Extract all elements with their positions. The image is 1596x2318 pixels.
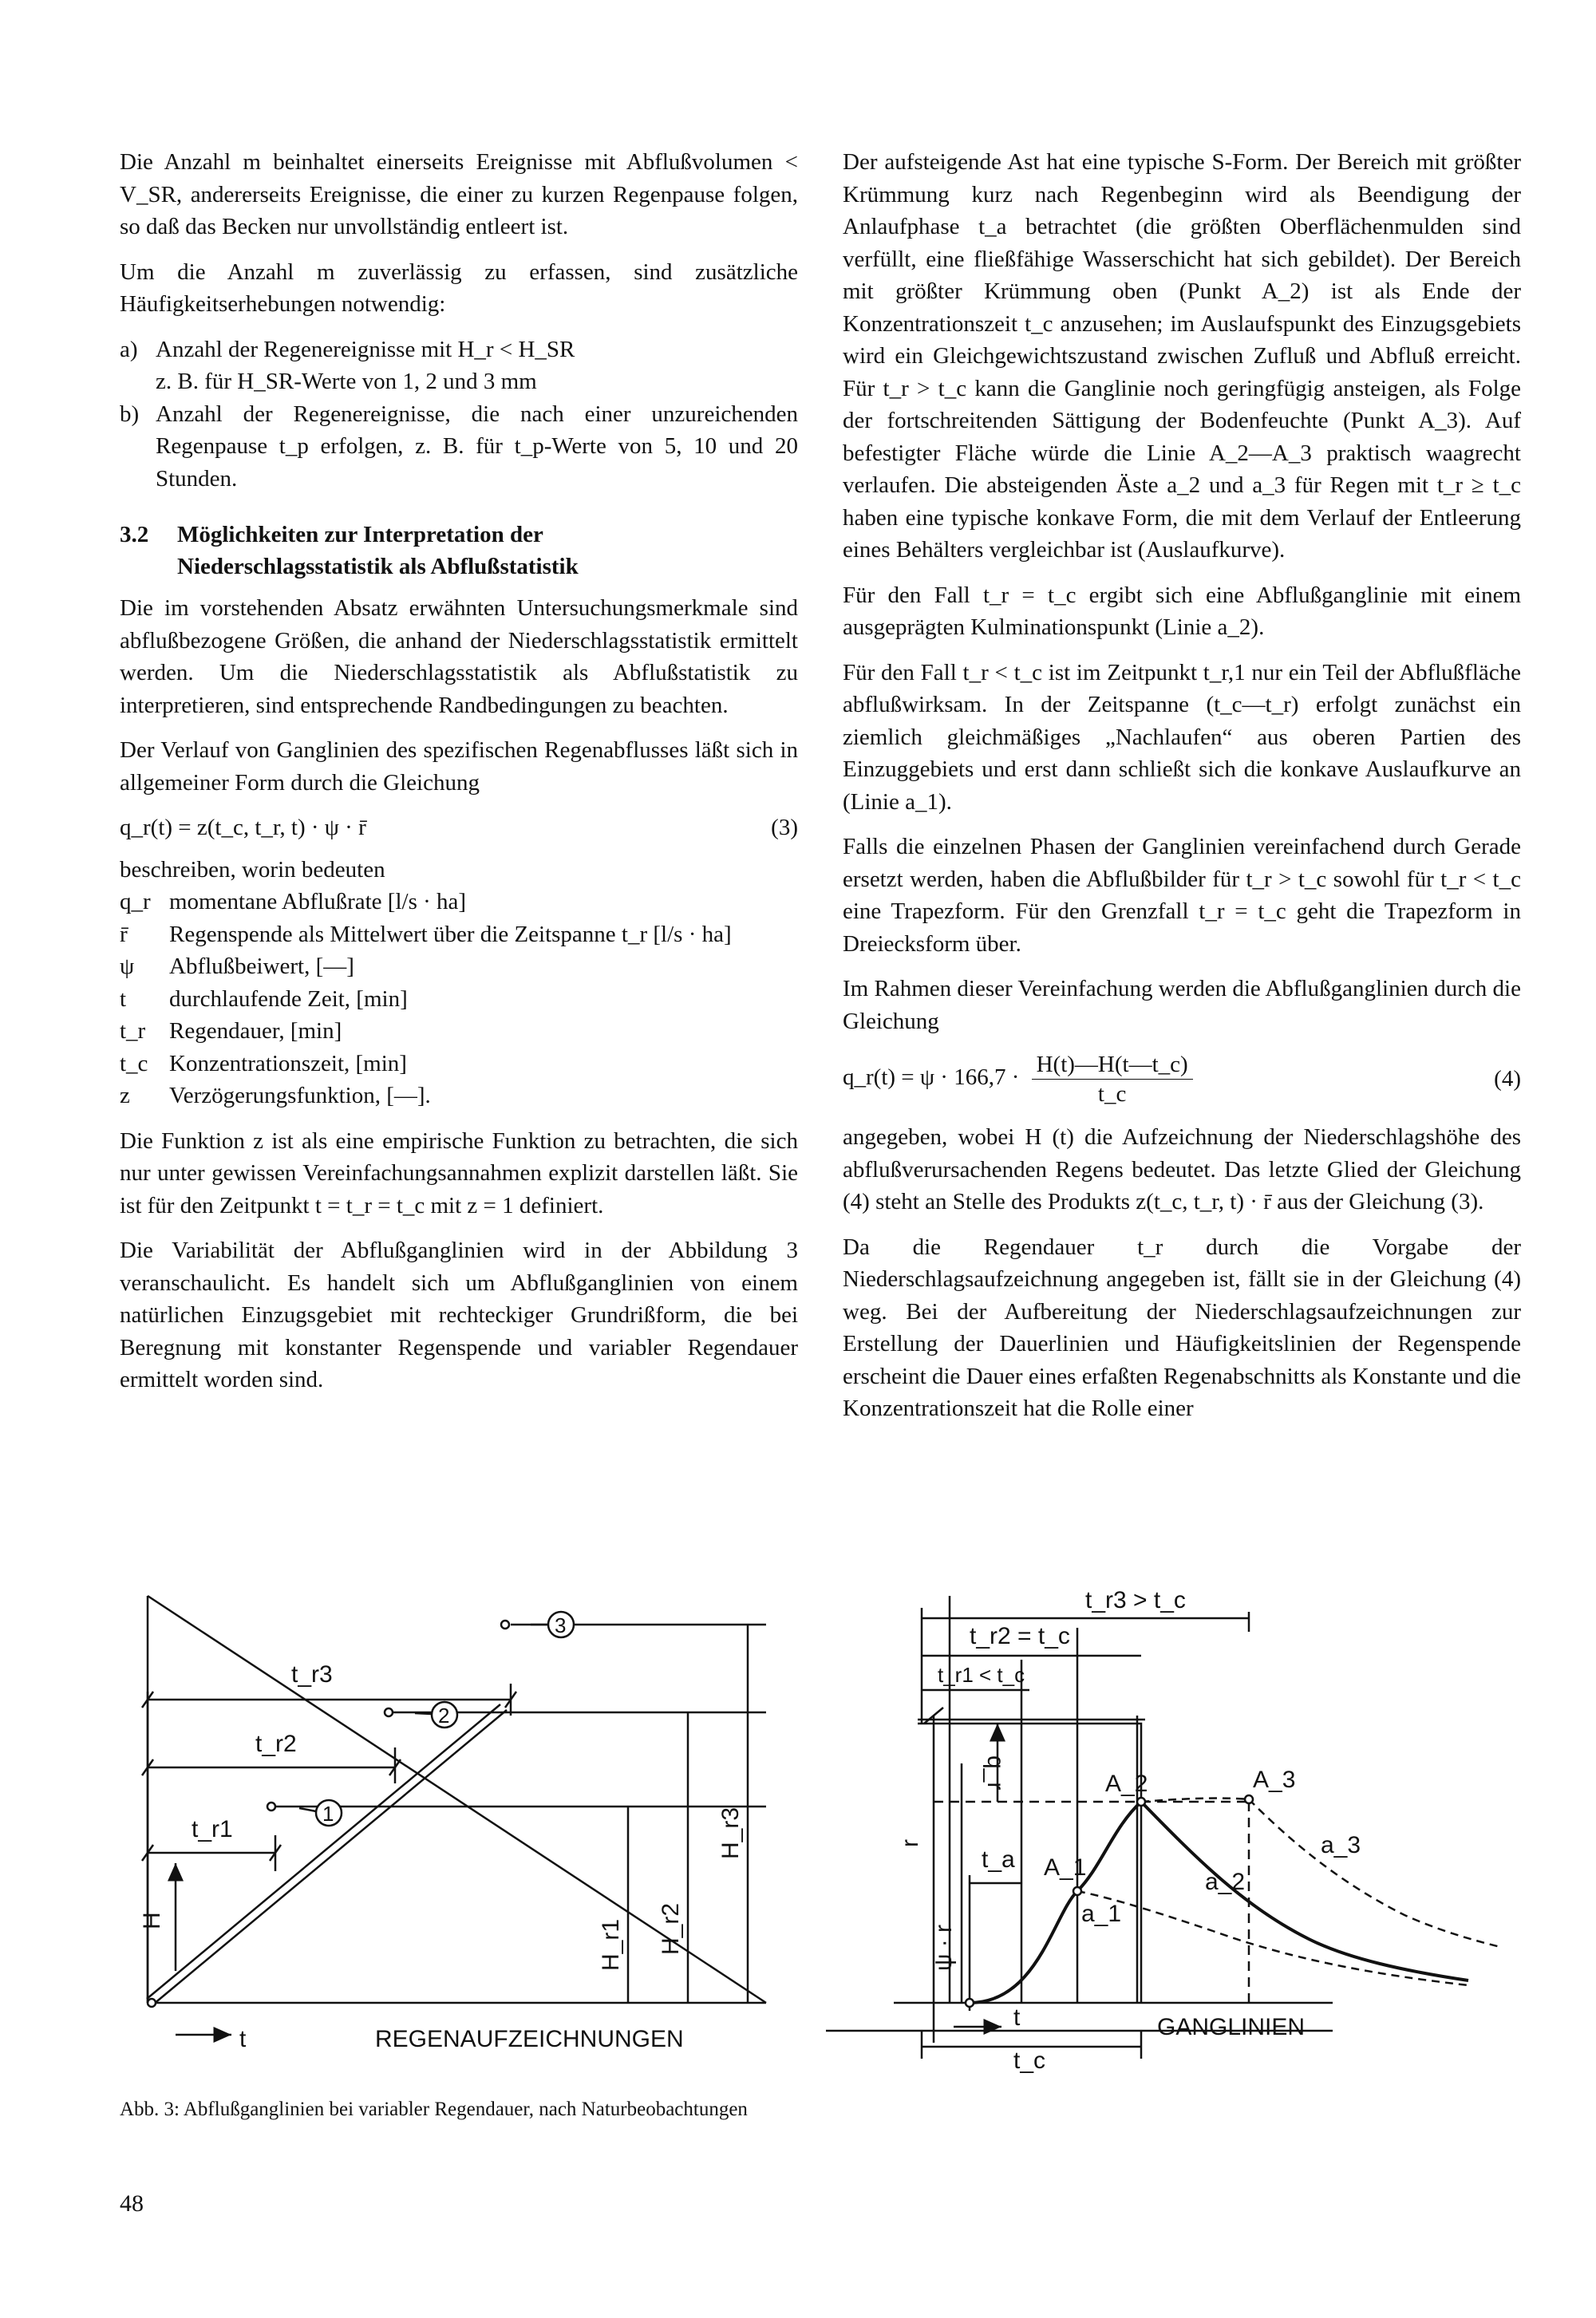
duration-label: t_r2	[255, 1731, 297, 1757]
y-label: H	[139, 1912, 165, 1929]
case-label: t_r1 < t_c	[938, 1663, 1025, 1687]
list-item	[120, 398, 798, 496]
rain-line	[147, 1704, 500, 1999]
symbol-row	[120, 886, 798, 918]
point-label: A_1	[1044, 1854, 1087, 1881]
list-subtext: z. B. für H_SR-Werte von 1, 2 und 3 mm	[156, 369, 537, 394]
symbol-row	[120, 1015, 798, 1048]
height-label: H_r3	[717, 1807, 744, 1859]
symbol-definition: Verzögerungsfunktion, [—].	[169, 1083, 431, 1108]
list-item	[120, 334, 798, 398]
symbol-row	[120, 950, 798, 983]
curve-label: a_3	[1321, 1832, 1361, 1858]
curve-label: 2	[438, 1704, 450, 1728]
symbol-definition: momentane Abflußrate [l/s · ha]	[169, 889, 467, 914]
case-label: t_r2 = t_c	[970, 1623, 1070, 1649]
duration-label: t_r3	[291, 1661, 333, 1688]
right-panel-title: GANGLINIEN	[1157, 2014, 1306, 2040]
symbol-definition: Regenspende als Mittelwert über die Zeitspanne t_r [l/s · ha]	[169, 921, 732, 947]
paragraph: angegeben, wobei H (t) die Aufzeichnung der Niederschlagshöhe des abflußverursachenden Regens bedeutet. Das letzte Glied der Gleichung (4) steht an Stelle des Produkts z(t_c, t_r, t) · r̄ aus der Gleichung (3).	[843, 1124, 1521, 1214]
breakpoint	[148, 1999, 156, 2007]
curve-label: a_2	[1205, 1869, 1246, 1895]
ta-label: t_a	[982, 1846, 1015, 1873]
symbol: q_r	[120, 889, 151, 914]
paragraph: Die Variabilität der Abflußganglinien wird in der Abbildung 3 veranschaulicht. Es handelt sich um Abflußganglinien von einem natürlichen Einzugsgebiet mit rechteckiger Grundrißform, die bei Beregnung mit konstanter Regenspende und variabler Regendauer ermittelt worden sind.	[120, 1238, 798, 1392]
psi-r-label: ψ · r	[930, 1924, 957, 1971]
section-title-line: Möglichkeiten zur Interpretation der	[177, 522, 543, 547]
equation-3	[120, 811, 798, 844]
duration-label: t_r1	[192, 1816, 233, 1842]
paragraph: beschreiben, worin bedeuten	[120, 856, 385, 883]
paragraph: Der Verlauf von Ganglinien des spezifischen Regenabflusses läßt sich in allgemeiner Form durch die Gleichung	[120, 737, 798, 796]
left-panel	[142, 1596, 766, 2035]
equation-lhs: q_r(t) = ψ · 166,7 ·	[843, 1064, 1020, 1091]
symbol: z	[120, 1083, 130, 1108]
symbol-row	[120, 983, 798, 1016]
list-label: b)	[120, 401, 140, 427]
equation-fraction	[1032, 1050, 1193, 1108]
right-panel	[826, 1596, 1500, 2059]
r-label: r	[897, 1839, 923, 1847]
figure-labels	[139, 1587, 1361, 2074]
symbol-row	[120, 918, 798, 951]
symbol: r̄	[120, 921, 128, 947]
symbol: t_r	[120, 1018, 146, 1044]
equation-4	[843, 1050, 1521, 1108]
equation-numerator: H(t)—H(t—t_c)	[1032, 1050, 1193, 1080]
equation-formula: q_r(t) = z(t_c, t_r, t) · ψ · r̄	[120, 815, 366, 840]
breakpoint	[267, 1803, 275, 1811]
symbol-row	[120, 1048, 798, 1080]
list-text: Anzahl der Regenereignisse, die nach einer unzureichenden Regenpause t_p erfolgen, z. B. für t_p-Werte von 5, 10 und 20 Stunden.	[156, 401, 798, 492]
curve-a3	[1249, 1799, 1500, 1947]
section-number: 3.2	[120, 522, 149, 547]
paragraph: Die im vorstehenden Absatz erwähnten Untersuchungsmerkmale sind abflußbezogene Größen, die anhand der Niederschlagsstatistik ermittelt werden. Um die Niederschlagsstatistik als Abflußstatistik zu interpretieren, sind entsprechende Randbedingungen zu beachten.	[120, 595, 798, 718]
curve-label: a_1	[1081, 1901, 1122, 1927]
symbol-definition: durchlaufende Zeit, [min]	[169, 985, 408, 1012]
equation-denominator: t_c	[1097, 1081, 1127, 1107]
figure-3	[112, 1587, 1524, 2074]
breakpoint	[501, 1621, 509, 1629]
tc-label: t_c	[1013, 2048, 1046, 2074]
paragraph: Für den Fall t_r < t_c ist im Zeitpunkt t_r,1 nur ein Teil der Abflußfläche abflußwirksam. In der Zeitspanne (t_c—t_r) erfolgt zunächst ein ziemlich gleichmäßiges „Nachlaufen“ aus oberen Partien des Einzuggebiets und erst dann schließt sich die konkave Auslaufkurve an (Linie a_1).	[843, 659, 1521, 815]
paragraph: Der aufsteigende Ast hat eine typische S-Form. Der Bereich mit größter Krümmung kurz nach Regenbeginn wird als Beendigung der Anlaufphase t_a betrachtet (die größten Oberflächenmulden sind verfüllt, eine fließfähige Wasserschicht hat sich gebildet). Der Bereich mit größter Krümmung oben (Punkt A_2) ist als Ende der Konzentrationszeit t_c anzusehen; im Auslaufspunkt des Einzugsgebiets wird ein Gleichgewichtszustand zwischen Zufluß und Abfluß erreicht. Für t_r > t_c kann die Ganglinie noch geringfügig ansteigen, als Folge der fortschreitenden Sättigung der Bodenfeuchte (Punkt A_3). Auf befestigter Fläche würde die Linie A_2—A_3 praktisch waagrecht verlaufen. Die absteigenden Äste a_2 und a_3 für Regen mit t_r ≥ t_c haben eine typische konkave Form, die mit dem Verlauf der Entleerung eines Behälters vergleichbar ist (Auslaufkurve).	[843, 149, 1521, 563]
paragraph: Für den Fall t_r = t_c ergibt sich eine Abflußganglinie mit einem ausgeprägten Kulminationspunkt (Linie a_2).	[843, 582, 1521, 640]
section-title-line: Niederschlagsstatistik als Abflußstatistik	[177, 554, 579, 579]
time-label: t	[239, 2026, 247, 2052]
curve-label: 3	[555, 1613, 567, 1637]
paragraph: Die Anzahl m beinhaltet einerseits Ereignisse mit Abflußvolumen < V_SR, andererseits Ereignisse, die einer zu kurzen Regenpause folgen, so daß das Becken nur unvollständig entleert ist.	[120, 149, 798, 239]
height-label: H_r2	[658, 1902, 684, 1955]
symbol: t_c	[120, 1050, 148, 1076]
symbol-row	[120, 1080, 798, 1112]
curve-a2	[1141, 1802, 1468, 1980]
curve-label: 1	[322, 1802, 334, 1826]
symbol-list	[120, 886, 798, 1112]
figure-caption: Abb. 3: Abflußganglinien bei variabler Regendauer, nach Naturbeobachtungen	[120, 2099, 748, 2120]
list-label: a)	[120, 336, 138, 362]
list	[120, 334, 798, 496]
paragraph: Die Funktion z ist als eine empirische Funktion zu betrachten, die sich nur unter gewissen Vereinfachungsannahmen explizit darstellen läßt. Sie ist für den Zeitpunkt t = t_r = t_c mit z = 1 definiert.	[120, 1127, 798, 1218]
paragraph: Da die Regendauer t_r durch die Vorgabe der Niederschlagsaufzeichnung angegeben ist, fällt sie in der Gleichung (4) weg. Bei der Aufbereitung der Niederschlagsaufzeichnungen zur Erstellung der Dauerlinien und Häufigkeitslinien der Regenspende erscheint die Dauer eines erfaßten Regenabschnitts als Konstante und die Konzentrationszeit hat die Rolle einer	[843, 1234, 1521, 1421]
qr-label: q_r	[982, 1755, 1009, 1791]
height-label: H_r1	[598, 1918, 624, 1971]
symbol: t	[120, 985, 127, 1012]
symbol-definition: Regendauer, [min]	[169, 1018, 342, 1044]
section-heading	[120, 519, 798, 582]
point-label: A_3	[1253, 1767, 1296, 1793]
left-panel-title: REGENAUFZEICHNUNGEN	[375, 2026, 684, 2052]
symbol: ψ	[120, 954, 135, 979]
case-label: t_r3 > t_c	[1085, 1587, 1186, 1613]
time-label: t	[1013, 2004, 1021, 2031]
paragraph: Um die Anzahl m zuverlässig zu erfassen, sind zusätzliche Häufigkeitserhebungen notwendig:	[120, 259, 798, 317]
breakpoint	[385, 1708, 393, 1716]
equation-number: (4)	[1494, 1066, 1521, 1092]
rain-line	[153, 1710, 507, 2004]
page-number: 48	[120, 2190, 144, 2217]
symbol-definition: Konzentrationszeit, [min]	[169, 1050, 407, 1076]
paragraph: Falls die einzelnen Phasen der Ganglinien vereinfachend durch Gerade ersetzt werden, haben die Abflußbilder für t_r > t_c sowohl für t_r < t_c eine Trapezform. Für den Grenzfall t_r = t_c geht die Trapezform in Dreiecksform über.	[843, 834, 1521, 957]
list-text: Anzahl der Regenereignisse mit H_r < H_SR	[156, 336, 575, 362]
figure-drawing	[112, 1587, 1524, 2074]
paragraph: Im Rahmen dieser Vereinfachung werden die Abflußganglinien durch die Gleichung	[843, 976, 1521, 1034]
left-column	[120, 146, 798, 1409]
right-column	[843, 146, 1521, 1438]
symbol-definition: Abflußbeiwert, [—]	[169, 954, 354, 979]
point-label: A_2	[1105, 1771, 1148, 1797]
equation-number: (3)	[771, 815, 798, 840]
